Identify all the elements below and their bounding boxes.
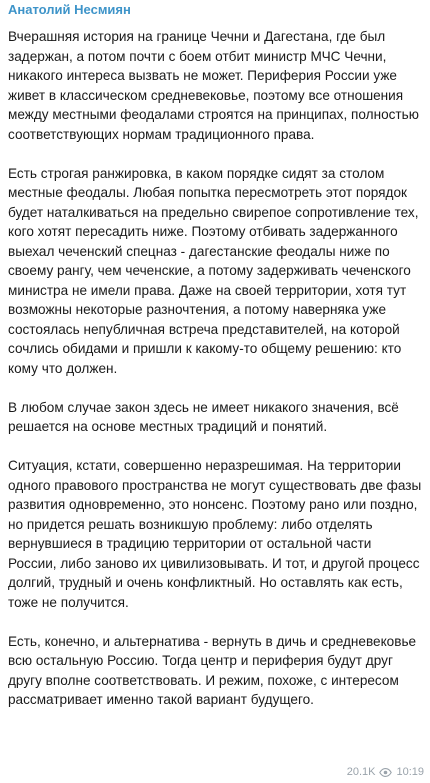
- post-time: 10:19: [396, 766, 424, 778]
- post-paragraph-2: Есть строгая ранжировка, в каком порядке сидят за столом местные феодалы. Любая попытка пересмотреть этот порядок будет наталкиваться на предельно свирепое сопротивление тех, кого хотят пересадить ниже. Поэтому отбивать задержанного выехал чеченский спецназ - дагестанские феодалы ниже по своему рангу, чем чеченские, а потому задерживать чеченского министра не имели права. Даже на своей территории, хотя тут возможны некоторые разночтения, а потому наверняка уже состоялась непубличная встреча представителей, на которой сочлись обидами и пришли к какому-то общему решению: кто кому что должен.: [8, 165, 419, 376]
- post-paragraph-5: Есть, конечно, и альтернатива - вернуть в дичь и средневековье всю остальную Россию. Тогда центр и периферия будут друг другу вполне соответствовать. И режим, похоже, с интересом рассматривает именно такой вариант будущего.: [8, 633, 417, 707]
- post-paragraph-4: Ситуация, кстати, совершенно неразрешимая. На территории одного правового пространства не могут существовать две фазы развития одновременно, это нонсенс. Поэтому рано или поздно, но придется решать возникшую проблему: либо отделять вернувшиеся в традицию территории от остальной части России, либо заново их цивилизовывать. И тот, и другой процесс долгий, трудный и очень конфликтный. Но оставлять как есть, тоже не получится.: [8, 458, 422, 610]
- eye-icon: [379, 768, 392, 777]
- post-meta: [343, 766, 424, 779]
- post-paragraph-3: В любом случае закон здесь не имеет никакого значения, всё решается на основе местных традиций и понятий.: [8, 399, 399, 434]
- post-author-name[interactable]: Анатолий Несмиян: [8, 2, 131, 17]
- post-paragraph-1: Вчерашняя история на границе Чечни и Дагестана, где был задержан, а потом почти с боем отбит министр МЧС Чечни, никакого интереса вызвать не может. Периферия России уже живет в классическом средневековье, поэтому все отношения между местными феодалами строятся на принципах, полностью соответствующих нормам традиционного права.: [8, 29, 419, 142]
- views-count: 20.1K: [346, 766, 376, 778]
